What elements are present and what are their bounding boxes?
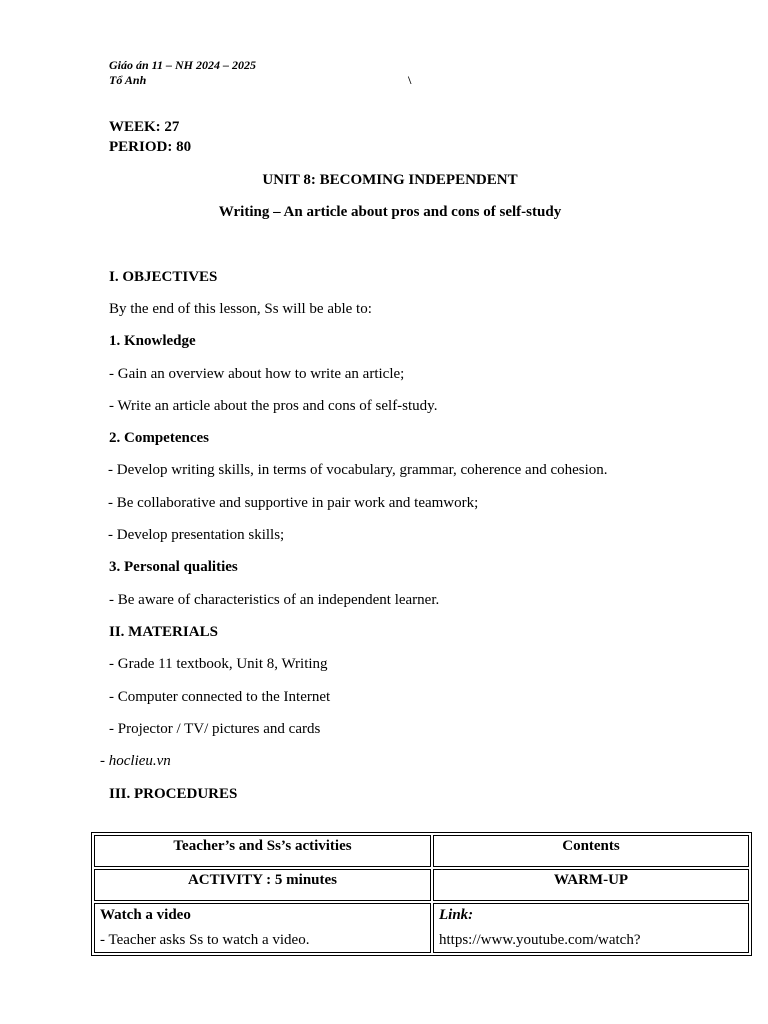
competences-heading: 2. Competences [109,430,209,446]
procedures-table [91,832,752,956]
competences-item: - Develop presentation skills; [108,527,285,543]
table-row [94,835,749,867]
competences-item: - Be collaborative and supportive in pair work and teamwork; [108,495,479,511]
materials-extra [100,753,171,770]
unit-title: UNIT 8: BECOMING INDEPENDENT [262,172,518,188]
activity-name: WARM-UP [433,869,749,901]
left-title: Watch a video [100,907,191,923]
competences-item: - Develop writing skills, in terms of vocabulary, grammar, coherence and cohesion. [108,462,608,478]
period-label: PERIOD: 80 [109,139,192,155]
right-text: https://www.youtube.com/watch? [439,932,641,948]
materials-extra-link: hoclieu.vn [108,753,171,769]
header-mark: \ [408,73,412,87]
materials-item: - Computer connected to the Internet [109,689,331,705]
procedures-heading: III. PROCEDURES [109,786,238,802]
header-line-2: Tổ Anh [109,73,147,87]
col2-header: Contents [433,835,749,867]
right-title: Link: [439,907,474,923]
activity-label: ACTIVITY : 5 minutes [94,869,431,901]
table-row [94,903,749,953]
qualities-item: - Be aware of characteristics of an independent learner. [109,592,440,608]
left-cell [94,903,431,953]
lesson-title: Writing – An article about pros and cons of self-study [218,204,562,220]
left-text: - Teacher asks Ss to watch a video. [100,932,310,948]
header-line-1: Giáo án 11 – NH 2024 – 2025 [109,58,257,72]
knowledge-item: - Gain an overview about how to write an article; [109,366,405,382]
knowledge-item: - Write an article about the pros and cons of self-study. [109,398,438,414]
week-label: WEEK: 27 [109,119,180,135]
qualities-heading: 3. Personal qualities [109,559,238,575]
materials-extra-dash: - [100,753,109,769]
materials-item: - Grade 11 textbook, Unit 8, Writing [109,656,328,672]
knowledge-heading: 1. Knowledge [109,333,196,349]
objectives-heading: I. OBJECTIVES [109,269,218,285]
table-row [94,869,749,901]
right-cell [433,903,749,953]
materials-heading: II. MATERIALS [109,624,218,640]
objectives-intro: By the end of this lesson, Ss will be able to: [109,301,372,317]
col1-header: Teacher’s and Ss’s activities [94,835,431,867]
materials-item: - Projector / TV/ pictures and cards [109,721,321,737]
